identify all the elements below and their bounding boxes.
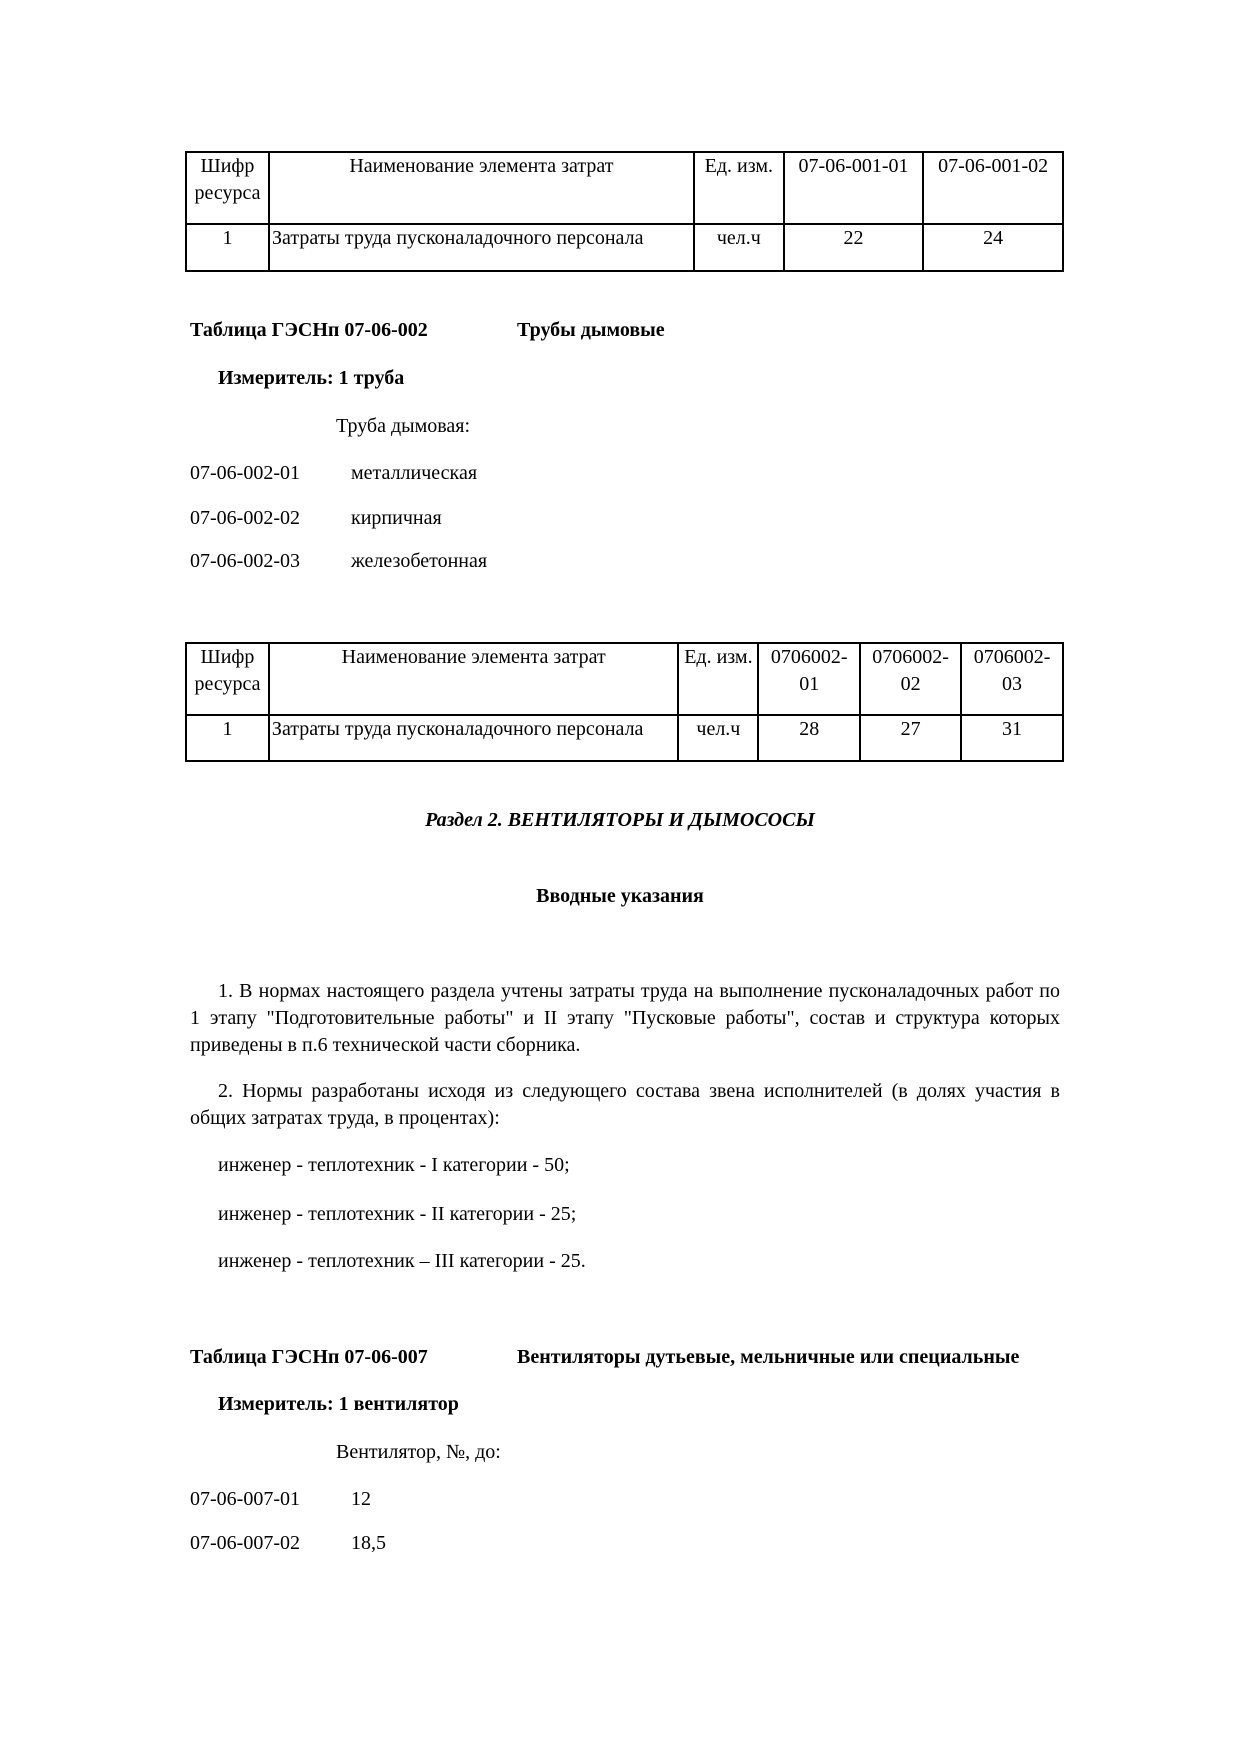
- paragraph-1: 1. В нормах настоящего раздела учтены затраты труда на выполнение пусконаладочных работ по 1 этапу "Подготовительные работы" и II этапу "Пусковые работы", состав и структура которых приведены в п.6 технической части сборника.: [190, 980, 1060, 1056]
- header-cell: 07-06-001-01: [784, 152, 924, 224]
- header-cell: 0706002-03: [961, 643, 1063, 715]
- table-header-row: [186, 152, 1063, 224]
- cell: чел.ч: [694, 224, 784, 271]
- header-cell: Шифр ресурса: [186, 643, 269, 715]
- cell: чел.ч: [678, 715, 758, 761]
- header-cell: Ед. изм.: [678, 643, 758, 715]
- item-text: железобетонная: [351, 550, 488, 572]
- item-text: металлическая: [351, 462, 478, 484]
- item-code: 07-06-002-03: [190, 550, 300, 572]
- cell: 27: [860, 715, 961, 761]
- cell: Затраты труда пусконаладочного персонала: [269, 224, 694, 271]
- item-text: 18,5: [351, 1532, 386, 1554]
- item-code: 07-06-007-02: [190, 1532, 300, 1554]
- subtitle: Вентилятор, №, до:: [336, 1441, 501, 1463]
- header-cell: 0706002-01: [758, 643, 860, 715]
- intro-heading: Вводные указания: [536, 885, 704, 907]
- header-cell: Ед. изм.: [694, 152, 784, 224]
- table-title: Таблица ГЭСНп 07-06-007: [190, 1346, 428, 1368]
- resource-table-1: [185, 151, 1064, 272]
- header-cell: Наименование элемента затрат: [269, 152, 694, 224]
- subtitle: Труба дымовая:: [336, 415, 471, 437]
- table-row: [186, 715, 1063, 761]
- cell: 1: [186, 715, 269, 761]
- item-code: 07-06-007-01: [190, 1488, 300, 1510]
- meter: Измеритель: 1 труба: [218, 367, 405, 389]
- item-text: кирпичная: [351, 507, 442, 529]
- cell: 1: [186, 224, 269, 271]
- cell: 28: [758, 715, 860, 761]
- table-row: [186, 224, 1063, 271]
- cell: 22: [784, 224, 924, 271]
- header-cell: Шифр ресурса: [186, 152, 269, 224]
- section-heading: Раздел 2. ВЕНТИЛЯТОРЫ И ДЫМОСОСЫ: [425, 809, 815, 831]
- table-name: Трубы дымовые: [517, 319, 665, 341]
- cell: 31: [961, 715, 1063, 761]
- cell: 24: [923, 224, 1063, 271]
- cell: Затраты труда пусконаладочного персонала: [269, 715, 679, 761]
- header-cell: 07-06-001-02: [923, 152, 1063, 224]
- item-code: 07-06-002-01: [190, 462, 300, 484]
- header-cell: 0706002-02: [860, 643, 961, 715]
- list-item: инженер - теплотехник - II категории - 25;: [218, 1203, 577, 1225]
- paragraph-2: 2. Нормы разработаны исходя из следующего состава звена исполнителей (в долях участия в общих затратах труда, в процентах):: [190, 1080, 1060, 1129]
- table-header-row: [186, 643, 1063, 715]
- header-cell: Наименование элемента затрат: [269, 643, 679, 715]
- table-name: Вентиляторы дутьевые, мельничные или специальные: [517, 1346, 1020, 1368]
- table-title: Таблица ГЭСНп 07-06-002: [190, 319, 428, 341]
- list-item: инженер - теплотехник - I категории - 50;: [218, 1154, 570, 1176]
- item-code: 07-06-002-02: [190, 507, 300, 529]
- meter: Измеритель: 1 вентилятор: [218, 1393, 459, 1415]
- item-text: 12: [351, 1488, 371, 1510]
- resource-table-2: [185, 642, 1064, 762]
- list-item: инженер - теплотехник – III категории - 25.: [218, 1250, 586, 1272]
